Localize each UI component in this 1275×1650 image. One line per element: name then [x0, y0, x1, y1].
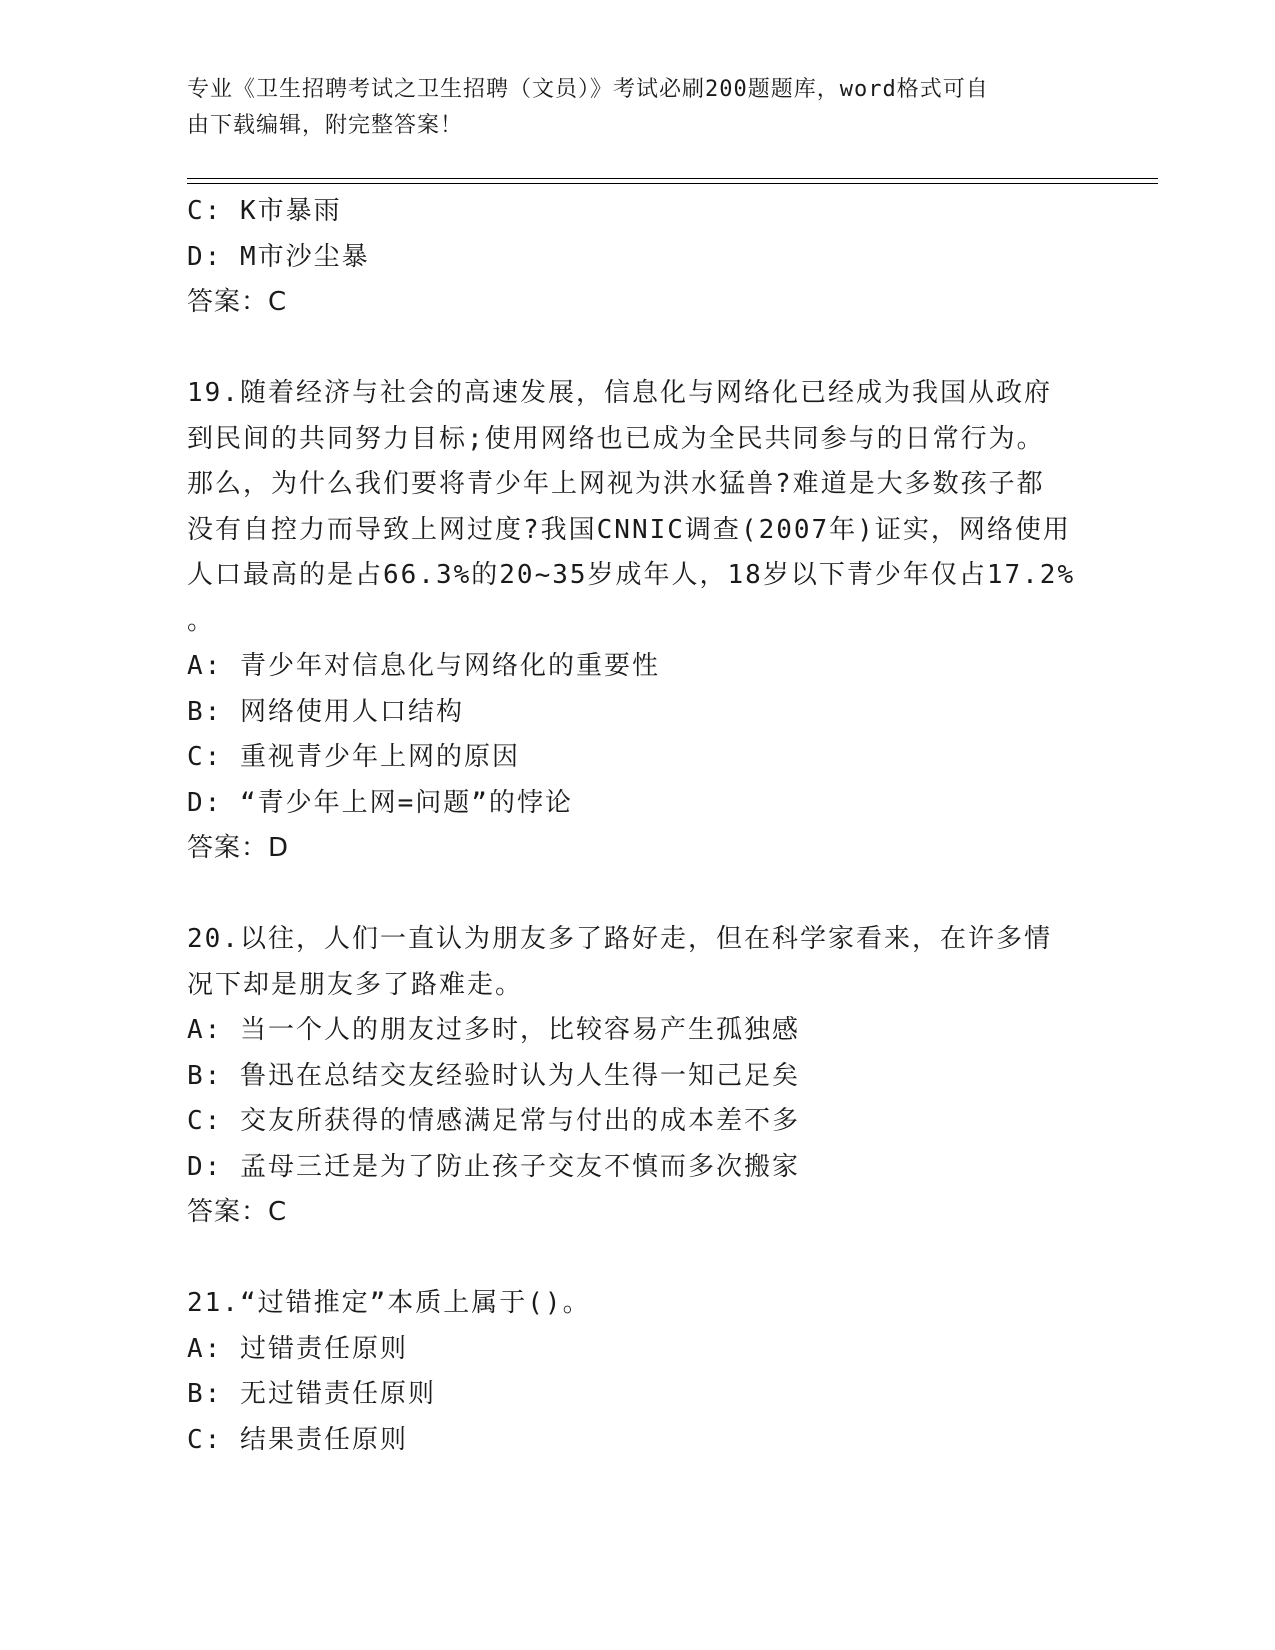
q19-option-b: B: 网络使用人口结构	[187, 696, 464, 727]
q20-option-d: D: 孟母三迁是为了防止孩子交友不慎而多次搬家	[187, 1151, 800, 1182]
q19-stem-line: 那么，为什么我们要将青少年上网视为洪水猛兽?难道是大多数孩子都	[187, 469, 1045, 499]
question-21	[187, 1281, 1087, 1463]
q21-stem-line: 21.“过错推定”本质上属于()。	[187, 1288, 591, 1318]
q19-option-c: C: 重视青少年上网的原因	[187, 742, 520, 772]
spacer	[187, 326, 1087, 372]
spacer	[187, 872, 1087, 918]
q19-option-d: D: “青少年上网=问题”的悖论	[187, 787, 573, 818]
q20-option-a: A: 当一个人的朋友过多时，比较容易产生孤独感	[187, 1015, 800, 1045]
q21-option-c: C: 结果责任原则	[187, 1424, 408, 1455]
q19-option-a: A: 青少年对信息化与网络化的重要性	[187, 651, 660, 681]
q19-stem-line: 。	[187, 605, 216, 636]
q19-stem-line: 没有自控力而导致上网过度?我国CNNIC调查(2007年)证实，网络使用	[187, 514, 1071, 545]
q19-stem-line: 到民间的共同努力目标;使用网络也已成为全民共同参与的日常行为。	[187, 423, 1045, 454]
q20-stem-line: 况下却是朋友多了路难走。	[187, 969, 524, 1000]
page-header	[187, 72, 1087, 144]
q21-option-b: B: 无过错责任原则	[187, 1379, 436, 1409]
q19-stem-line: 人口最高的是占66.3%的20~35岁成年人，18岁以下青少年仅占17.2%	[187, 560, 1076, 590]
spacer	[187, 1236, 1087, 1282]
q19-answer: 答案：D	[187, 833, 290, 863]
header-divider-top	[187, 178, 1158, 179]
prev-answer: 答案：C	[187, 287, 288, 317]
prev-option-c: C: K市暴雨	[187, 196, 342, 226]
q21-option-a: A: 过错责任原则	[187, 1333, 408, 1364]
q20-option-c: C: 交友所获得的情感满足常与付出的成本差不多	[187, 1106, 800, 1136]
question-19	[187, 371, 1087, 872]
prev-option-d: D: M市沙尘暴	[187, 241, 370, 272]
header-divider-bottom	[187, 183, 1158, 184]
header-title-line-1: 专业《卫生招聘考试之卫生招聘（文员）》考试必刷200题题库，word格式可自	[187, 77, 989, 102]
q20-answer: 答案：C	[187, 1197, 288, 1227]
q20-stem-line: 20.以往，人们一直认为朋友多了路好走，但在科学家看来，在许多情	[187, 924, 1052, 954]
question-20	[187, 917, 1087, 1236]
q19-stem-line: 19.随着经济与社会的高速发展，信息化与网络化已经成为我国从政府	[187, 378, 1052, 408]
document-body	[187, 189, 1087, 1463]
q20-option-b: B: 鲁迅在总结交友经验时认为人生得一知己足矣	[187, 1060, 800, 1091]
header-title-line-2: 由下载编辑，附完整答案！	[187, 113, 464, 138]
